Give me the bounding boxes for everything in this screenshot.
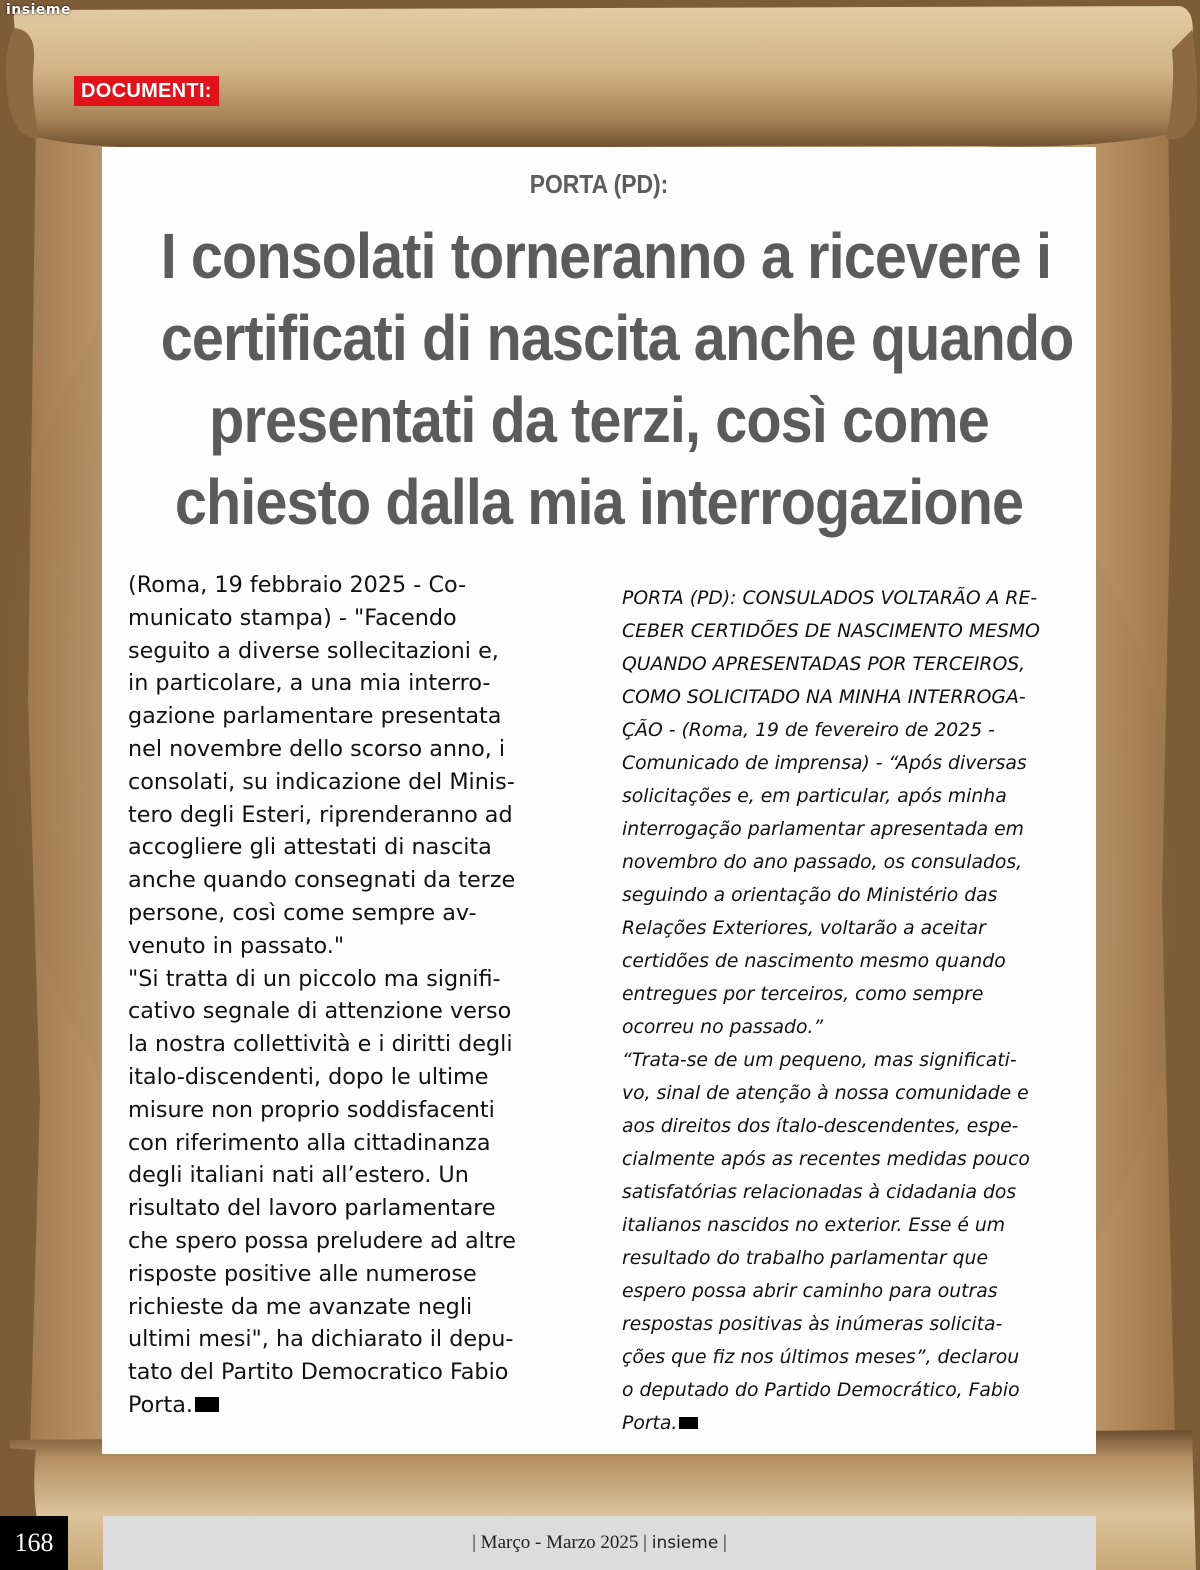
italian-text-line: (Roma, 19 febbraio 2025 - Co- [128, 572, 467, 598]
italian-text-line: che spero possa preludere ad altre [128, 1227, 516, 1254]
footer-date: | Março - Marzo 2025 | [472, 1532, 647, 1553]
italian-text-line: cativo segnale di attenzione verso [128, 998, 512, 1025]
portuguese-text-column [622, 582, 1092, 1440]
portuguese-text-line: o deputado do Partido Democrático, Fabio [622, 1380, 1020, 1401]
portuguese-text-line: seguindo a orientação do Ministério das [622, 885, 998, 906]
end-of-article-mark [195, 1397, 219, 1412]
italian-text-line: seguito a diverse sollecitazioni e, [128, 637, 499, 664]
italian-text-line: in particolare, a una mia interro- [128, 670, 491, 697]
portuguese-text-line: Relações Exteriores, voltarão a aceitar [622, 918, 986, 939]
italian-text-line: accogliere gli attestati di nascita [128, 834, 492, 861]
portuguese-text-line: interrogação parlamentar apresentada em [622, 819, 1024, 840]
italian-text-line: persone, così come sempre av- [128, 899, 477, 926]
article-kicker: PORTA (PD): [529, 169, 669, 199]
portuguese-text-line: espero possa abrir caminho para outras [622, 1281, 998, 1302]
footer-brand: insieme [651, 1533, 719, 1553]
portuguese-text-line: COMO SOLICITADO NA MINHA INTERROGA- [622, 687, 1026, 708]
portuguese-text-line: resultado do trabalho parlamentar que [622, 1248, 989, 1269]
portuguese-text-line: vo, sinal de atenção à nossa comunidade e [622, 1083, 1029, 1104]
italian-text-line: Porta. [128, 1391, 193, 1418]
italian-text-line: tero degli Esteri, riprenderanno ad [128, 801, 513, 828]
portuguese-text-line: respostas positivas às inúmeras solicita- [622, 1314, 1003, 1335]
section-tag: DOCUMENTI: [74, 76, 219, 106]
portuguese-text-line: “Trata-se de um pequeno, mas significati- [622, 1050, 1017, 1071]
article-headline [112, 215, 1086, 543]
portuguese-text-line: entregues por terceiros, como sempre [622, 984, 984, 1005]
portuguese-text-line: QUANDO APRESENTADAS POR TERCEIROS, [622, 654, 1026, 675]
italian-text-line: misure non proprio soddisfacenti [128, 1096, 495, 1123]
portuguese-text-line: novembro do ano passado, os consulados, [622, 852, 1023, 873]
italian-text-line: "Si tratta di un piccolo ma signifi- [128, 965, 501, 992]
italian-text-line: italo-discendenti, dopo le ultime [128, 1063, 489, 1090]
italian-text-line: la nostra collettività e i diritti degli [128, 1031, 513, 1058]
portuguese-text-line: ções que fiz nos últimos meses”, declarou [622, 1347, 1020, 1368]
italian-text-line: risultato del lavoro parlamentare [128, 1195, 496, 1222]
headline-line: I consolati torneranno a ricevere i [160, 220, 1052, 292]
italian-text-line: degli italiani nati all’estero. Un [128, 1162, 469, 1189]
magazine-brand-logo: insieme [6, 2, 71, 18]
italian-text-line: nel novembre dello scorso anno, i [128, 735, 506, 762]
italian-text-line: tato del Partito Democratico Fabio [128, 1359, 509, 1386]
italian-text-line: anche quando consegnati da terze [128, 867, 516, 894]
portuguese-text-line: aos direitos dos ítalo-descendentes, espe- [622, 1116, 1019, 1137]
portuguese-text-line: Porta. [622, 1413, 678, 1434]
headline-line: certificati di nascita anche quando [160, 302, 1074, 374]
page-footer [103, 1516, 1096, 1570]
portuguese-text-line: ocorreu no passado.” [622, 1017, 824, 1038]
portuguese-text-line: solicitações e, em particular, após minha [622, 786, 1007, 807]
portuguese-text-line: Comunicado de imprensa) - “Após diversas [622, 753, 1027, 774]
italian-text-line: risposte positive alle numerose [128, 1260, 477, 1287]
portuguese-last-line [622, 1407, 1092, 1440]
headline-line: chiesto dalla mia interrogazione [174, 466, 1024, 538]
italian-text-line: ultimi mesi", ha dichiarato il depu- [128, 1326, 514, 1353]
end-of-article-mark [679, 1417, 698, 1429]
portuguese-text-line: PORTA (PD): CONSULADOS VOLTARÃO A RE- [622, 588, 1038, 609]
portuguese-text-line: certidões de nascimento mesmo quando [622, 951, 1006, 972]
portuguese-text-line: satisfatórias relacionadas à cidadania dos [622, 1182, 1017, 1203]
italian-text-line: richieste da me avanzate negli [128, 1293, 473, 1320]
italian-text-column [128, 569, 580, 1422]
headline-line: presentati da terzi, così come [209, 384, 989, 456]
portuguese-text-line: CEBER CERTIDÕES DE NASCIMENTO MESMO [622, 621, 1040, 642]
portuguese-text-line: ÇÃO - (Roma, 19 de fevereiro de 2025 - [622, 720, 995, 741]
italian-text-line: venuto in passato." [128, 932, 345, 959]
article-panel [102, 147, 1096, 1454]
italian-text-line: con riferimento alla cittadinanza [128, 1129, 491, 1156]
footer-pipe: | [723, 1532, 727, 1553]
italian-text-line: municato stampa) - "Facendo [128, 604, 457, 631]
italian-last-line [128, 1389, 580, 1422]
portuguese-text-line: italianos nascidos no exterior. Esse é um [622, 1215, 1006, 1236]
italian-text-line: consolati, su indicazione del Minis- [128, 768, 515, 795]
italian-text-line: gazione parlamentare presentata [128, 703, 502, 730]
portuguese-text-line: cialmente após as recentes medidas pouco [622, 1149, 1030, 1170]
page-number: 168 [0, 1516, 68, 1570]
